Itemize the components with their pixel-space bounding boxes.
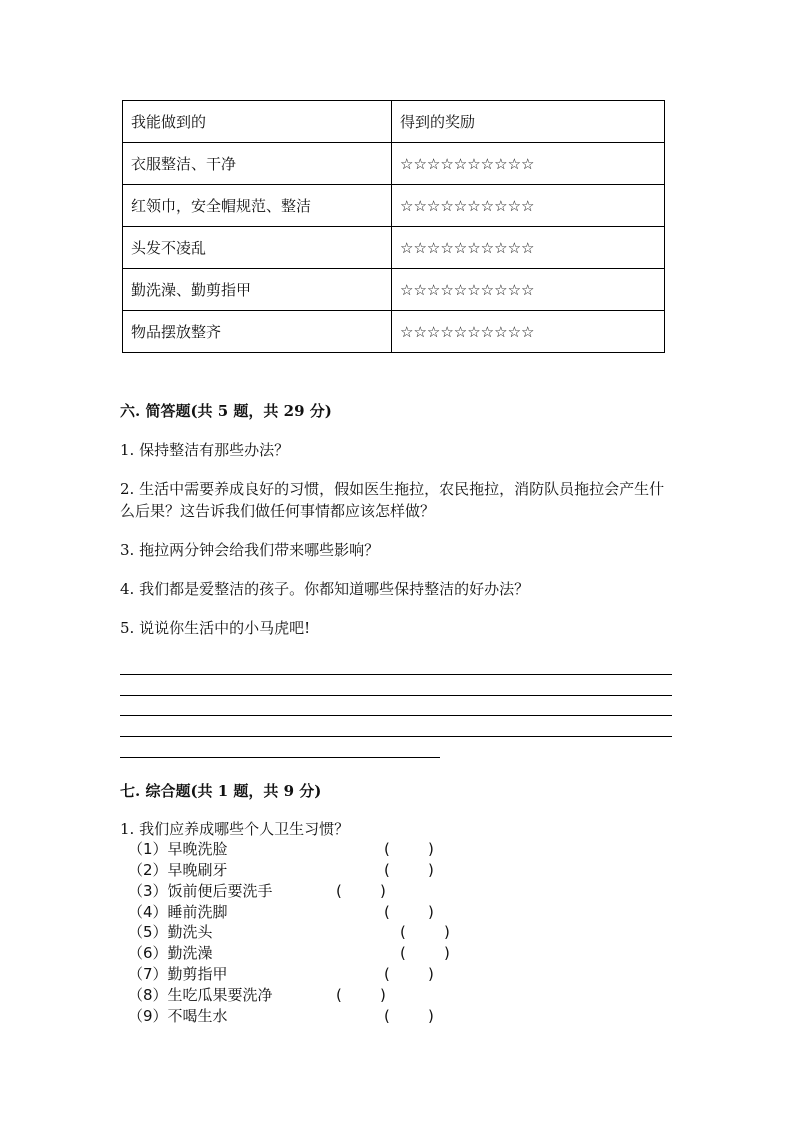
question-2: 2. 生活中需要养成良好的习惯，假如医生拖拉，农民拖拉，消防队员拖拉会产生什么后果？这告诉我们做任何事情都应该怎样做？	[120, 480, 665, 520]
table-cell-stars[interactable]: ☆☆☆☆☆☆☆☆☆☆	[392, 269, 665, 311]
answer-line[interactable]	[120, 674, 672, 675]
question-1: 1. 保持整洁有那些办法？	[120, 441, 290, 459]
habit-item: （2）早晚刷牙	[128, 861, 228, 879]
answer-line[interactable]	[120, 736, 672, 737]
table-row	[123, 143, 665, 185]
answer-line[interactable]	[120, 715, 672, 716]
table-cell-behavior: 物品摆放整齐	[123, 311, 392, 353]
table-row	[123, 185, 665, 227]
answer-parentheses[interactable]: ( )	[400, 944, 450, 962]
answer-parentheses[interactable]: ( )	[384, 861, 434, 879]
question-3: 3. 拖拉两分钟会给我们带来哪些影响？	[120, 541, 380, 559]
table-cell-stars[interactable]: ☆☆☆☆☆☆☆☆☆☆	[392, 143, 665, 185]
table-row	[123, 311, 665, 353]
answer-line[interactable]	[120, 695, 672, 696]
table-header-row	[123, 101, 665, 143]
reward-table	[122, 100, 665, 353]
answer-parentheses[interactable]: ( )	[336, 882, 386, 900]
section-6-title: 六. 简答题(共 5 题，共 29 分)	[120, 402, 332, 420]
section-7-title: 七. 综合题(共 1 题，共 9 分)	[120, 782, 322, 800]
table-cell-behavior: 勤洗澡、勤剪指甲	[123, 269, 392, 311]
answer-line[interactable]	[120, 757, 440, 758]
habit-item: （1）早晚洗脸	[128, 840, 228, 858]
habit-item: （9）不喝生水	[128, 1007, 228, 1025]
answer-parentheses[interactable]: ( )	[384, 1007, 434, 1025]
answer-parentheses[interactable]: ( )	[384, 965, 434, 983]
habit-item: （7）勤剪指甲	[128, 965, 228, 983]
table-cell-stars[interactable]: ☆☆☆☆☆☆☆☆☆☆	[392, 185, 665, 227]
table-row	[123, 269, 665, 311]
table-cell-behavior: 衣服整洁、干净	[123, 143, 392, 185]
answer-parentheses[interactable]: ( )	[384, 840, 434, 858]
table-cell-behavior: 红领巾，安全帽规范、整洁	[123, 185, 392, 227]
habit-item: （4）睡前洗脚	[128, 903, 228, 921]
table-cell-behavior: 头发不凌乱	[123, 227, 392, 269]
table-header-cell: 我能做到的	[123, 101, 392, 143]
answer-parentheses[interactable]: ( )	[384, 903, 434, 921]
answer-parentheses[interactable]: ( )	[400, 923, 450, 941]
answer-parentheses[interactable]: ( )	[336, 986, 386, 1004]
habit-item: （3）饭前便后要洗手	[128, 882, 273, 900]
table-cell-stars[interactable]: ☆☆☆☆☆☆☆☆☆☆	[392, 311, 665, 353]
habit-item: （5）勤洗头	[128, 923, 213, 941]
habit-item: （8）生吃瓜果要洗净	[128, 986, 273, 1004]
table-cell-stars[interactable]: ☆☆☆☆☆☆☆☆☆☆	[392, 227, 665, 269]
habit-item: （6）勤洗澡	[128, 944, 213, 962]
question-5: 5. 说说你生活中的小马虎吧!	[120, 619, 311, 637]
question-4: 4. 我们都是爱整洁的孩子。你都知道哪些保持整洁的好办法？	[120, 580, 530, 598]
table-header-cell: 得到的奖励	[392, 101, 665, 143]
table-row	[123, 227, 665, 269]
comprehensive-question: 1. 我们应养成哪些个人卫生习惯？	[120, 820, 350, 838]
